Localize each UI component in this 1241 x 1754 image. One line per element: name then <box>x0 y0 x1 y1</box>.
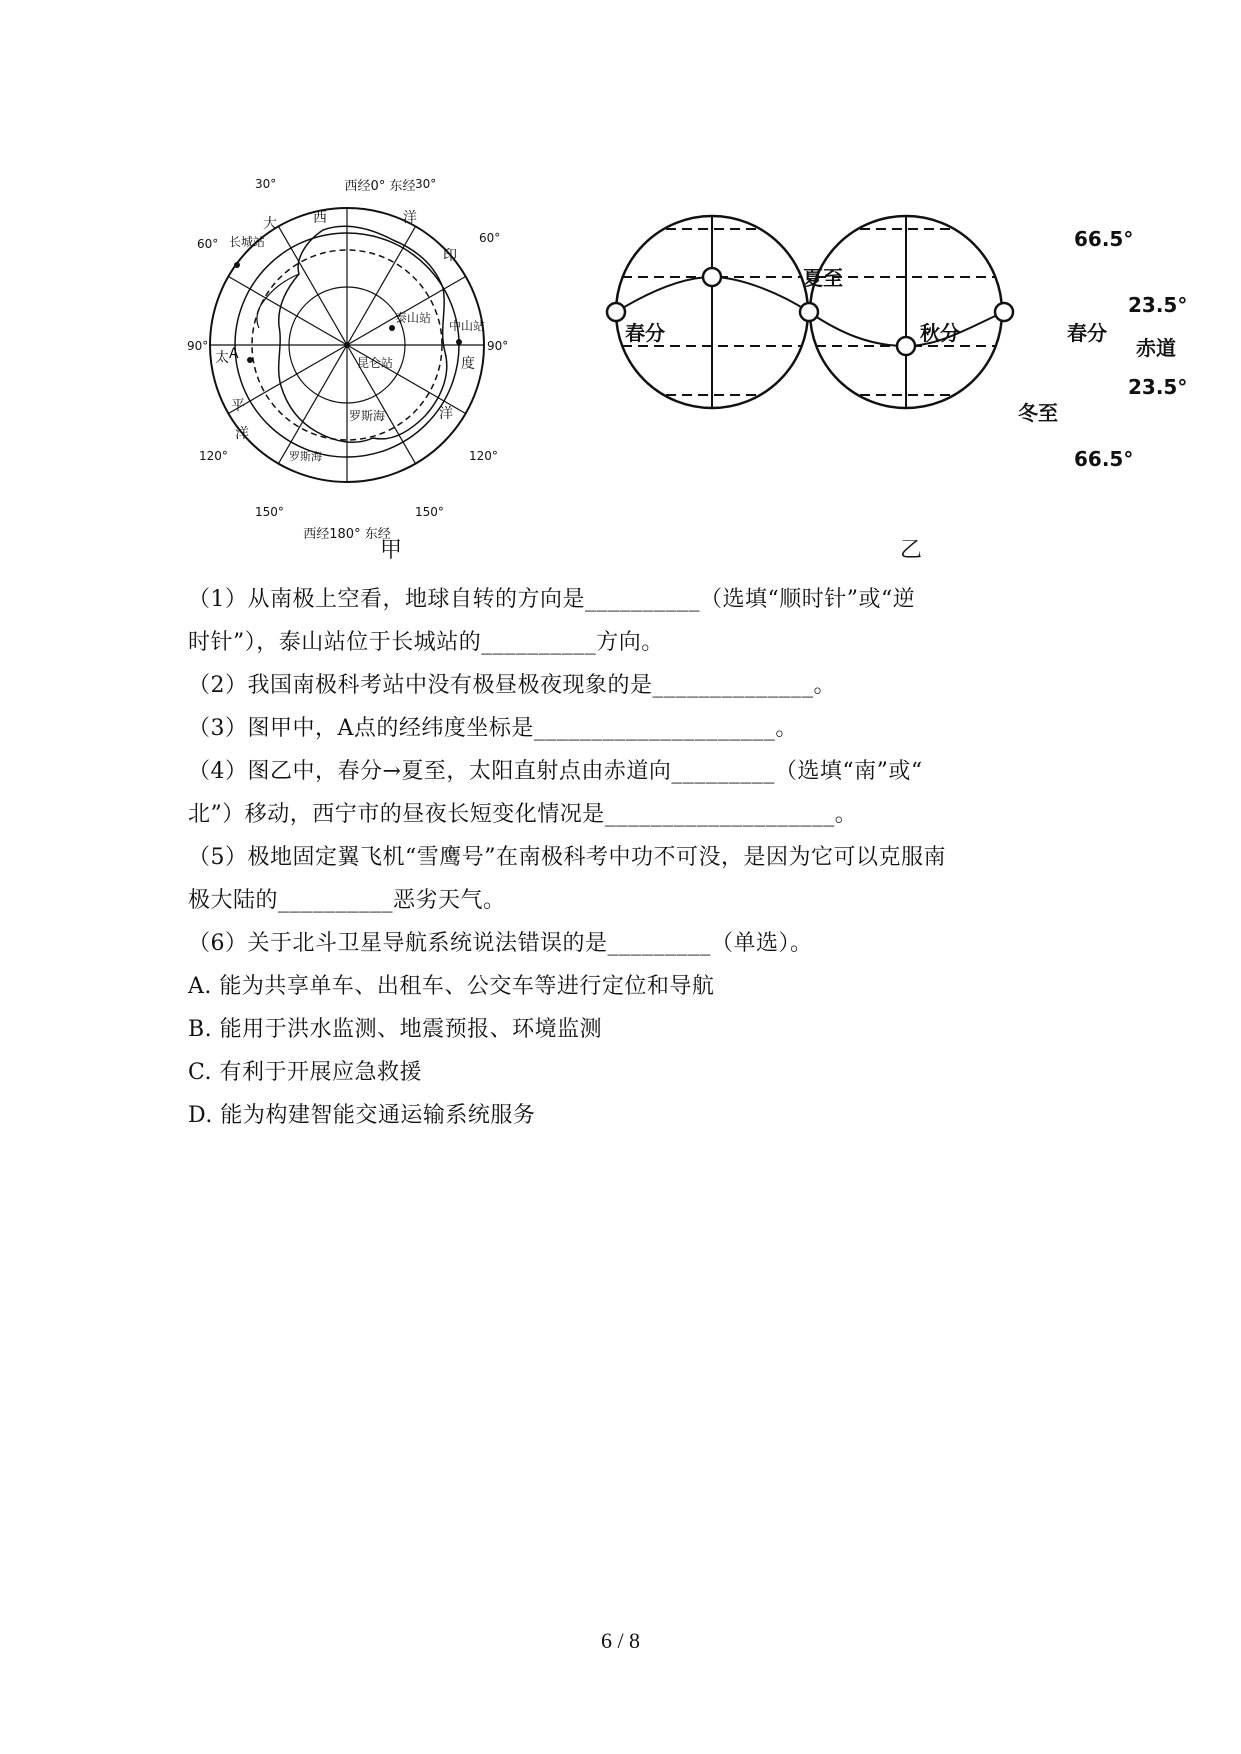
station-taishan: 泰山站 <box>395 311 432 325</box>
lon-label: 120° <box>469 449 498 463</box>
svg-text:洋: 洋 <box>439 406 453 422</box>
option-c: C. 有利于开展应急救援 <box>188 1060 423 1085</box>
question-line: （4）图乙中，春分→夏至，太阳直射点由赤道向_________（选填“南”或“ <box>188 759 923 784</box>
label-bottom66: 66.5° <box>1074 447 1134 471</box>
lon-label: 90° <box>487 339 509 353</box>
question-block <box>188 578 1088 1137</box>
svg-text:印: 印 <box>443 248 457 264</box>
question-line: 时针”），泰山站位于长城站的__________方向。 <box>188 630 664 655</box>
sea-label: 罗斯海 <box>289 450 322 463</box>
lon-label: 30° <box>415 177 437 191</box>
question-line: 极大陆的__________恶劣天气。 <box>188 888 506 913</box>
question-line: （2）我国南极科考站中没有极昼极夜现象的是______________。 <box>188 673 836 698</box>
option-b: B. 能用于洪水监测、地震预报、环境监测 <box>188 1017 603 1042</box>
lon-label: 60° <box>479 231 501 245</box>
svg-text:平: 平 <box>231 398 245 414</box>
lon-label: 150° <box>255 505 284 519</box>
page-number: 6 / 8 <box>600 1628 641 1653</box>
label-xiazhi: 夏至 <box>803 266 843 290</box>
figure-jia <box>187 170 565 550</box>
point-chunfen-right <box>995 303 1013 321</box>
point-a: A <box>229 346 239 362</box>
revolution-diagram <box>620 215 1180 505</box>
option-d: D. 能为构建智能交通运输系统服务 <box>188 1103 536 1128</box>
lon-label: 30° <box>255 177 277 191</box>
figure-jia-caption: 甲 <box>380 538 403 563</box>
option-a: A. 能为共享单车、出租车、公交车等进行定位和导航 <box>188 974 715 999</box>
point-qiufen <box>800 303 818 321</box>
svg-text:洋: 洋 <box>235 426 249 442</box>
figure-yi-caption: 乙 <box>900 538 923 563</box>
label-qiufen: 秋分 <box>920 321 960 345</box>
label-equator: 赤道 <box>1136 336 1176 360</box>
label-dongzhi: 冬至 <box>1018 401 1058 425</box>
label-chunfen-left: 春分 <box>625 321 665 345</box>
question-line: （3）图甲中，A点的经纬度坐标是_____________________。 <box>188 716 798 741</box>
label-chunfen-right: 春分 <box>1067 321 1107 345</box>
label-top23: 23.5° <box>1128 293 1188 317</box>
station-zhongshan: 中山站 <box>449 319 486 333</box>
svg-text:洋: 洋 <box>403 210 417 226</box>
question-line: 北”）移动，西宁市的昼夜长短变化情况是____________________。 <box>188 802 858 827</box>
question-line: （5）极地固定翼飞机“雪鹰号”在南极科考中功不可没，是因为它可以克服南 <box>188 845 946 870</box>
lon-label: 120° <box>199 449 228 463</box>
figure-yi <box>620 215 1180 505</box>
svg-text:太: 太 <box>215 350 229 366</box>
point-xiazhi <box>703 268 721 286</box>
lon-label: 60° <box>197 237 219 251</box>
question-line: （1）从南极上空看，地球自转的方向是__________（选填“顺时针”或“逆 <box>188 587 916 612</box>
svg-text:西: 西 <box>313 210 327 226</box>
point-chunfen-left <box>607 303 625 321</box>
label-top66: 66.5° <box>1074 227 1134 251</box>
lon-label: 150° <box>415 505 444 519</box>
bottom-meridian-label: 西经180° 东经 <box>303 527 391 542</box>
station-changcheng: 长城站 <box>229 235 266 249</box>
svg-text:大: 大 <box>263 216 277 232</box>
station-luosi: 罗斯海 <box>349 409 386 423</box>
question-line: （6）关于北斗卫星导航系统说法错误的是_________（单选）。 <box>188 931 813 956</box>
svg-text:度: 度 <box>461 356 475 372</box>
label-bottom23: 23.5° <box>1128 375 1188 399</box>
antarctic-map <box>187 170 565 550</box>
station-kunlun: 昆仑站 <box>357 356 394 370</box>
top-meridian-label: 西经0° 东经 <box>344 179 416 194</box>
point-dongzhi <box>897 337 915 355</box>
lon-label: 90° <box>187 339 209 353</box>
